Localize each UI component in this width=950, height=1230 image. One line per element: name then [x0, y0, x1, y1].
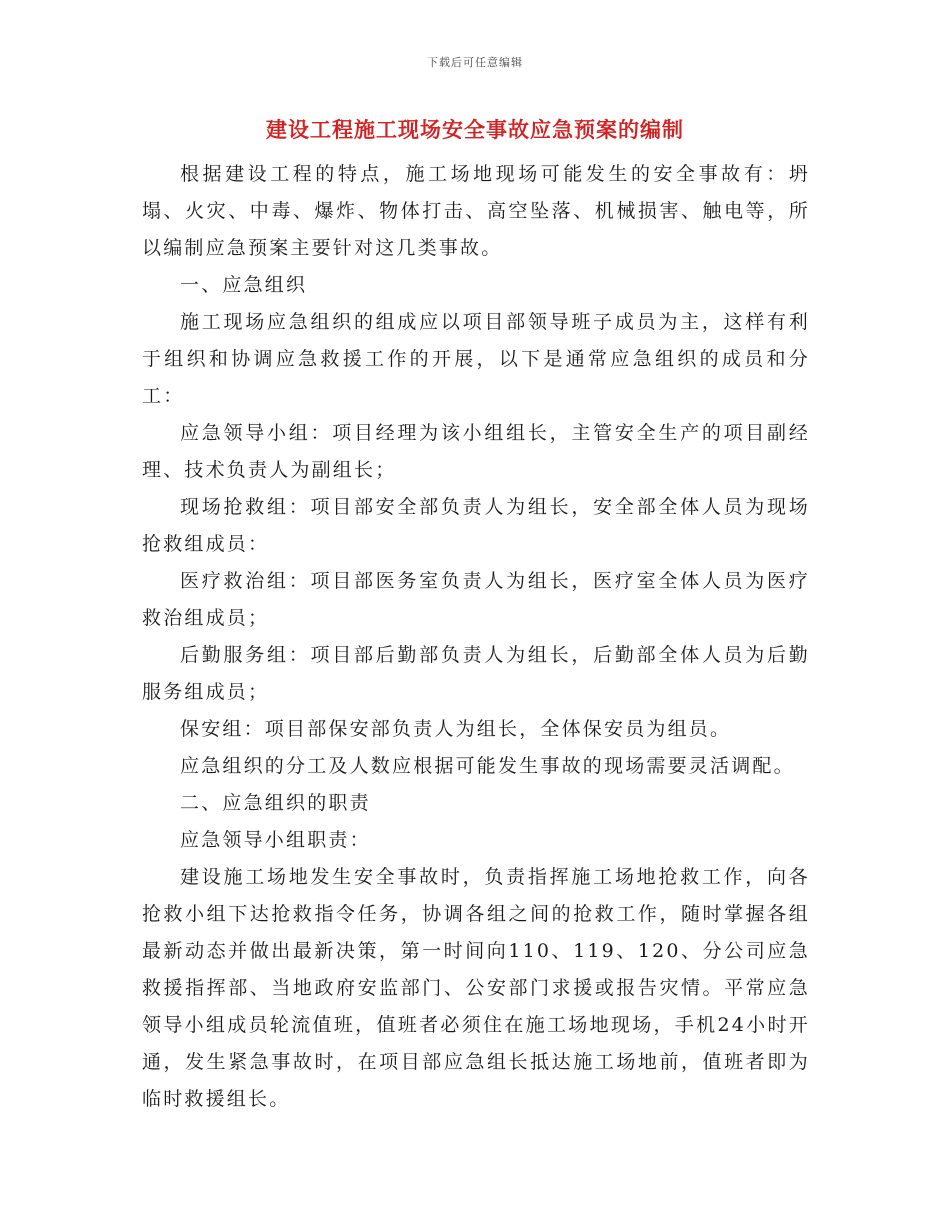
paragraph: 现场抢救组：项目部安全部负责人为组长，安全部全体人员为现场抢救组成员： [142, 496, 810, 555]
paragraph: 保安组：项目部保安部负责人为组长，全体保安员为组员。 [180, 718, 732, 740]
paragraph: 应急领导小组：项目经理为该小组组长，主管安全生产的项目副经理、技术负责人为副组长； [142, 422, 810, 481]
section-heading: 一、应急组织 [180, 274, 308, 296]
paragraph: 施工现场应急组织的组成应以项目部领导班子成员为主，这样有利于组织和协调应急救援工作的开展，以下是通常应急组织的成员和分工： [142, 311, 810, 407]
paragraph: 应急领导小组职责： [180, 829, 371, 851]
document-title: 建设工程施工现场安全事故应急预案的编制 [266, 117, 684, 142]
paragraph: 医疗救治组：项目部医务室负责人为组长，医疗室全体人员为医疗救治组成员； [142, 570, 810, 629]
paragraph: 应急组织的分工及人数应根据可能发生事故的现场需要灵活调配。 [180, 755, 795, 777]
document-body [142, 156, 810, 1118]
paragraph: 根据建设工程的特点，施工场地现场可能发生的安全事故有：坍塌、火灾、中毒、爆炸、物体打击、高空坠落、机械损害、触电等，所以编制应急预案主要针对这几类事故。 [142, 163, 810, 259]
section-heading: 二、应急组织的职责 [180, 792, 371, 814]
paragraph: 后勤服务组：项目部后勤部负责人为组长，后勤部全体人员为后勤服务组成员； [142, 644, 810, 703]
header-note: 下载后可任意编辑 [427, 56, 523, 69]
paragraph: 建设施工场地发生安全事故时，负责指挥施工场地抢救工作，向各抢救小组下达抢救指令任务，协调各组之间的抢救工作，随时掌握各组最新动态并做出最新决策，第一时间向110、119、120、分公司应急救援指挥部、当地政府安监部门、公安部门求援或报告灾情。平常应急领导小组成员轮流值班，值班者必须住在施工场地现场，手机24小时开通，发生紧急事故时，在项目部应急组长抵达施工场地前，值班者即为临时救援组长。 [142, 866, 810, 1110]
